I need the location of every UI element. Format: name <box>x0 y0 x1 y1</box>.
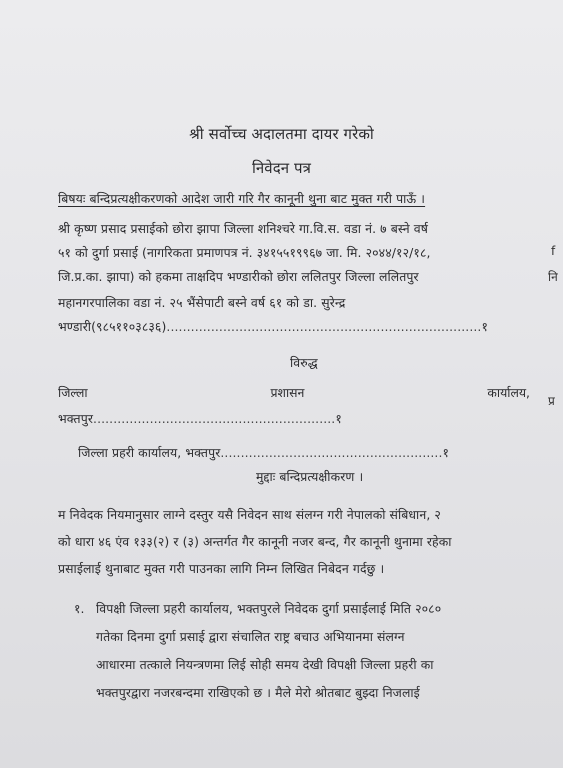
respondent-row-2 <box>58 410 342 427</box>
margin-fragment-1: f <box>551 244 556 258</box>
versus-label: विरुद्ध <box>290 355 318 370</box>
point1-line-4: भक्तपुरद्वारा नजरबन्दमा राखिएको छ । मैले मेरो श्रोतबाट बुझ्दा निजलाई <box>96 685 420 700</box>
dotted-leader: .............................................................................. <box>166 319 482 334</box>
petitioner-line-1: श्री कृष्ण प्रसाद प्रसाईको छोरा झापा जिल्ला शनिश्चरे गा.वि.स. वडा नं. ७ बस्ने वर्ष <box>58 221 429 236</box>
respondent-place: भक्तपुर <box>58 411 94 426</box>
subject-line: बिषयः बन्दिप्रत्यक्षीकरणको आदेश जारी गरि गैर कानूनी थुना बाट मुक्त गरी पाऊँ । <box>58 191 426 206</box>
petitioner-name: भण्डारी(९८५११०३८३६) <box>58 319 167 334</box>
respondent-word-2: प्रशासन <box>270 385 305 400</box>
point1-line-1: विपक्षी जिल्ला प्रहरी कार्यालय, भक्तपुरले निवेदक दुर्गा प्रसाईलाई मिति २०८० <box>96 601 442 616</box>
document-title: श्री सर्वोच्च अदालतमा दायर गरेको <box>189 125 374 143</box>
case-type: मुद्दाः बन्दिप्रत्यक्षीकरण । <box>256 469 364 484</box>
respondent-police: जिल्ला प्रहरी कार्यालय, भक्तपुर <box>78 445 221 460</box>
document-subtitle: निवेदन पत्र <box>251 159 312 177</box>
point1-line-3: आधारमा तत्काले नियन्त्रणमा लिई सोही समय देखी विपक्षी जिल्ला प्रहरी का <box>96 657 434 672</box>
intro-line-3: प्रसाईलाई थुनाबाट मुक्त गरी पाउनका लागि निम्न लिखित निबेदन गर्दछु । <box>58 561 385 576</box>
point-number: १. <box>74 601 85 616</box>
petitioner-number: १ <box>481 319 488 334</box>
petitioner-line-3: जि.प्र.का. झापा) को हकमा ताक्षदिप भण्डारीको छोरा ललितपुर जिल्ला ललितपुर <box>58 269 419 284</box>
respondent-word-1: जिल्ला <box>58 385 88 400</box>
dotted-leader: ....................................................... <box>220 445 443 460</box>
respondent-number-2: १ <box>442 445 450 460</box>
margin-fragment-3: प्र <box>548 394 555 408</box>
intro-line-1: म निवेदक नियमानुसार लाग्ने दस्तुर यसै निवेदन साथ संलग्न गरी नेपालको संबिधान, २ <box>58 507 441 522</box>
intro-line-2: को धारा ४६ एंव १३३(२) र (३) अन्तर्गत गैर कानूनी नजर बन्द, गैर कानूनी थुनामा रहेका <box>58 534 452 549</box>
respondent-row-3 <box>78 444 449 461</box>
petitioner-line-2: ५१ को दुर्गा प्रसाई (नागरिकता प्रमाणपत्र नं. ३४१५५१९९६७ जा. मि. २०४४/१२/१८, <box>58 245 431 260</box>
petitioner-line-5 <box>58 318 488 335</box>
dotted-leader: ............................................................ <box>93 411 336 426</box>
margin-fragment-2: नि <box>548 270 558 284</box>
respondent-word-3: कार्यालय, <box>487 385 530 400</box>
respondent-row-1 <box>58 384 530 401</box>
respondent-number-1: १ <box>335 411 342 426</box>
point1-line-2: गतेका दिनमा दुर्गा प्रसाई द्वारा संचालित राष्ट्र बचाउ अभियानमा संलग्न <box>96 629 405 644</box>
petitioner-line-4: महानगरपालिका वडा नं. २५ भैंसेपाटी बस्ने वर्ष ६१ को डा. सुरेन्द्र <box>58 295 346 310</box>
